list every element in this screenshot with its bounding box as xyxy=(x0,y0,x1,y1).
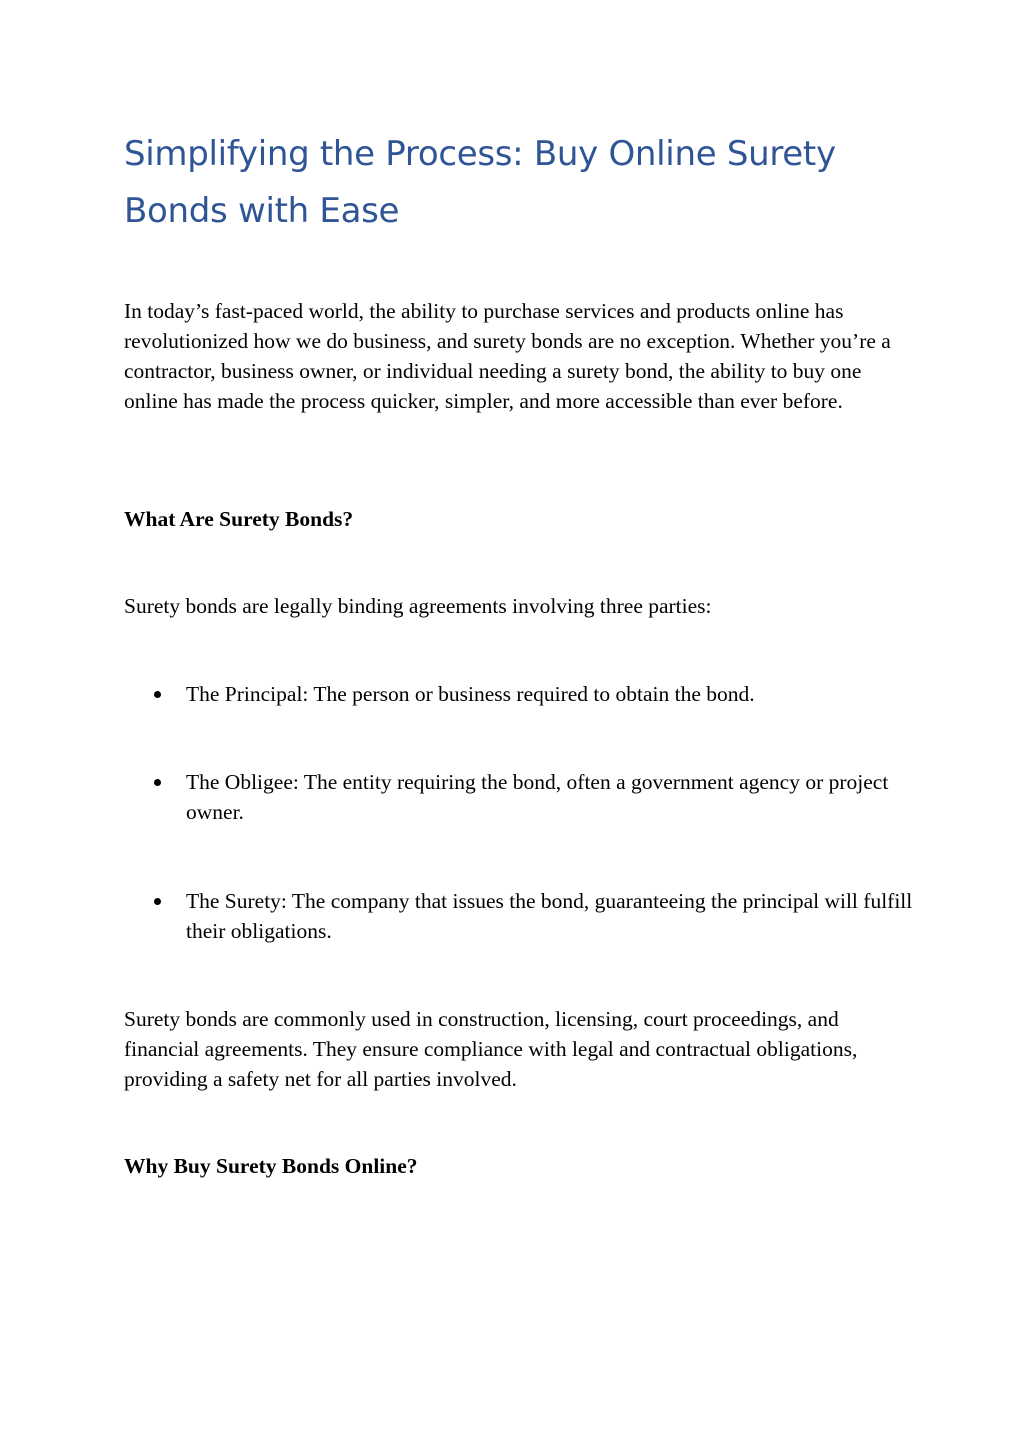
list-item-text: The Principal: The person or business required to obtain the bond. xyxy=(186,682,755,706)
list-item-text: The Surety: The company that issues the bond, guaranteeing the principal will fulfill their obligations. xyxy=(186,889,913,943)
closing-paragraph: Surety bonds are commonly used in construction, licensing, court proceedings, and financial agreements. They ensure compliance with legal and contractual obligations, providing a safety net for all parties involved. xyxy=(124,1007,858,1091)
section-heading-why-buy-online: Why Buy Surety Bonds Online? xyxy=(124,1154,418,1178)
bullet-icon xyxy=(154,691,161,698)
list-item xyxy=(124,767,914,827)
document-title: Simplifying the Process: Buy Online Surety Bonds with Ease xyxy=(124,134,836,231)
section-heading-what-are-surety-bonds: What Are Surety Bonds? xyxy=(124,507,354,531)
list-item xyxy=(124,679,914,709)
list-item-text: The Obligee: The entity requiring the bond, often a government agency or project owner. xyxy=(186,770,889,824)
bullet-icon xyxy=(154,779,161,786)
section-lead-paragraph: Surety bonds are legally binding agreements involving three parties: xyxy=(124,594,712,618)
bullet-icon xyxy=(154,898,161,905)
intro-paragraph: In today’s fast-paced world, the ability to purchase services and products online has revolutionized how we do business, and surety bonds are no exception. Whether you’re a contractor, business owner, or individual needing a surety bond, the ability to buy one online has made the process quicker, simpler, and more accessible than ever before. xyxy=(124,299,891,413)
list-item xyxy=(124,886,914,946)
